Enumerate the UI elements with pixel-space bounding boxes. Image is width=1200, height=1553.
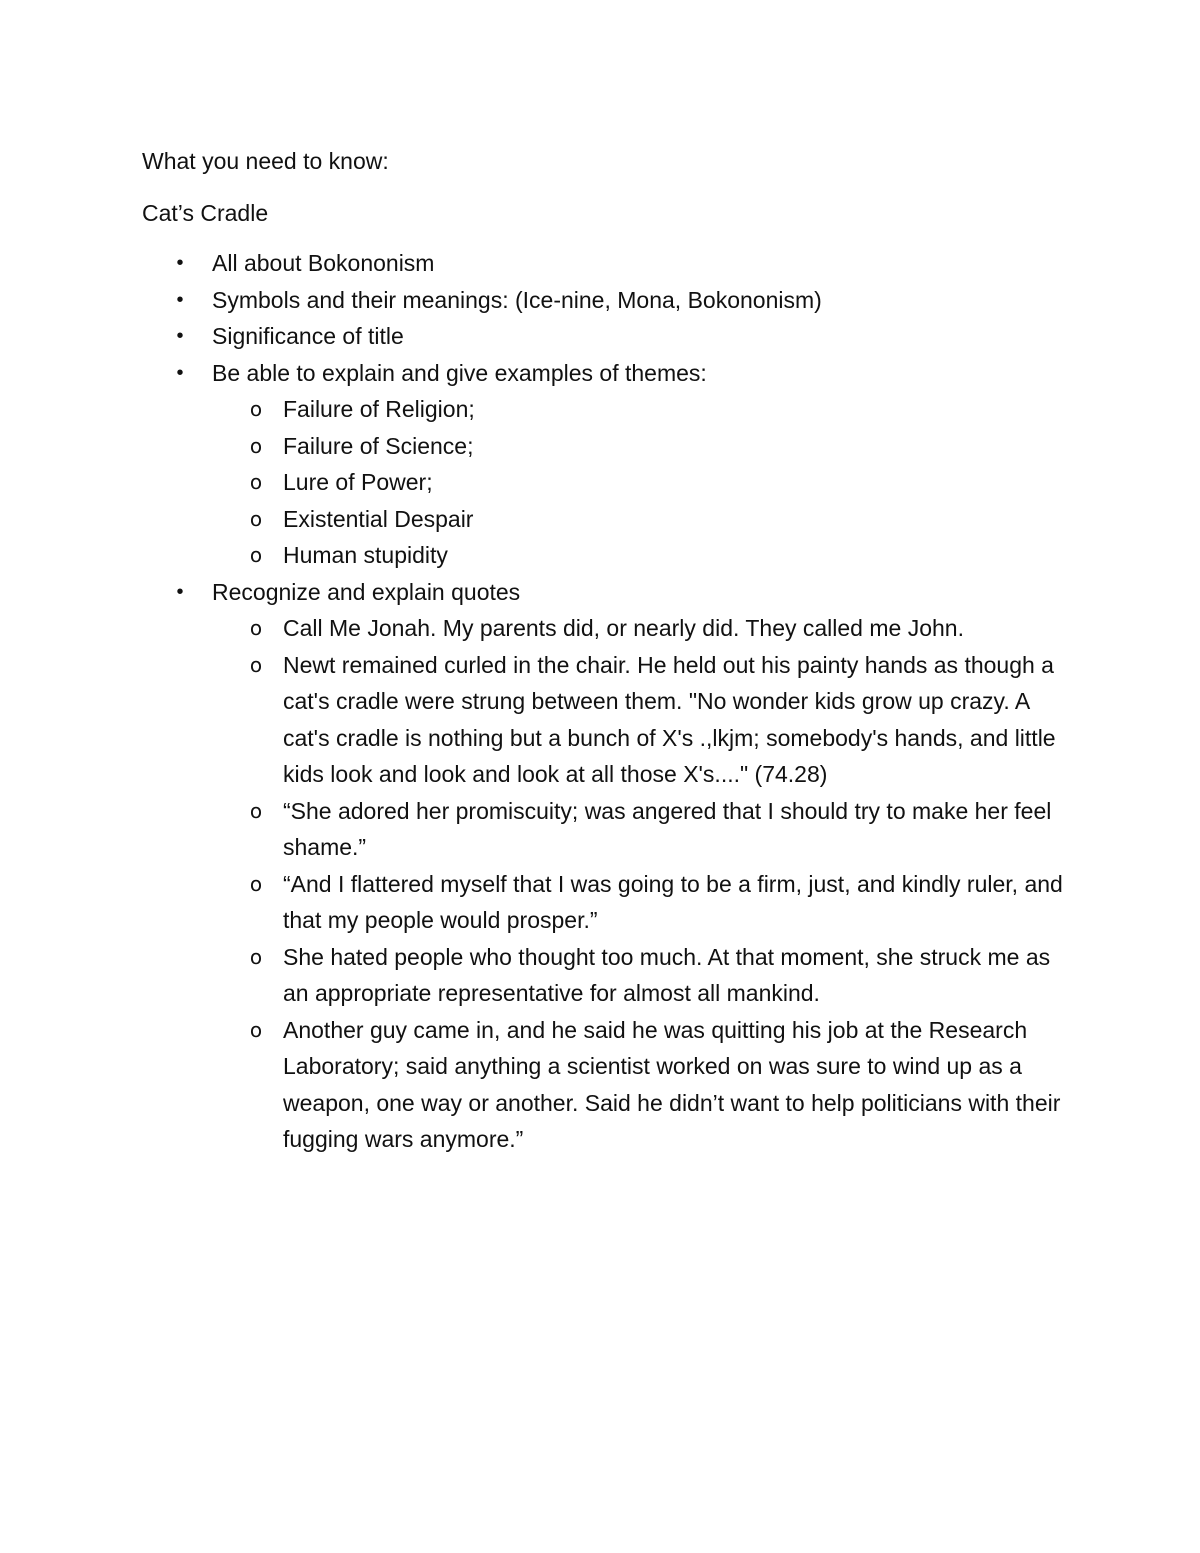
bullet-icon: • xyxy=(176,325,184,347)
list-item-label: All about Bokononism xyxy=(212,250,435,276)
circle-bullet-icon: o xyxy=(249,871,263,896)
bullet-icon: • xyxy=(176,252,184,274)
list-item-label: Recognize and explain quotes xyxy=(212,578,521,605)
circle-bullet-icon: o xyxy=(249,798,263,823)
bullet-icon: • xyxy=(176,580,184,603)
quotes-sublist xyxy=(212,610,1072,1158)
quote-text: “She adored her promiscuity; was angered that I should try to make her feel shame.” xyxy=(283,797,1052,860)
theme-label: Lure of Power; xyxy=(283,469,433,495)
theme-label: Existential Despair xyxy=(283,505,474,532)
book-title: Cat’s Cradle xyxy=(142,199,269,226)
sublist-item xyxy=(142,610,1072,647)
theme-label: Failure of Science; xyxy=(283,432,474,459)
list-item xyxy=(142,574,1072,1158)
sublist-item xyxy=(142,793,1072,866)
sublist-item xyxy=(142,1012,1072,1158)
sublist-item xyxy=(142,537,1072,574)
list-item xyxy=(142,282,1072,319)
circle-bullet-icon: o xyxy=(249,616,263,640)
list-item xyxy=(142,245,1072,282)
list-item xyxy=(142,318,1072,355)
circle-bullet-icon: o xyxy=(249,1017,263,1042)
bullet-icon: • xyxy=(176,288,184,311)
sublist-item xyxy=(142,939,1072,1012)
page-heading: What you need to know: xyxy=(142,148,389,174)
quote-text: She hated people who thought too much. At that moment, she struck me as an appropriate representative for almost all mankind. xyxy=(283,943,1051,1006)
circle-bullet-icon: o xyxy=(249,470,263,494)
sublist-item xyxy=(142,501,1072,538)
document-content xyxy=(142,143,1072,1158)
circle-bullet-icon: o xyxy=(249,944,263,969)
quote-text: Newt remained curled in the chair. He held out his painty hands as though a cat's cradle were strung between them. "No wonder kids grow up crazy. A cat's cradle is nothing but a bunch of X's .,lkjm; somebody's hands, and little kids look and look and look at all those X's...." (74.28) xyxy=(283,651,1056,787)
list-item xyxy=(142,355,1072,574)
quote-text: Call Me Jonah. My parents did, or nearly did. They called me John. xyxy=(283,615,964,641)
sublist-item xyxy=(142,647,1072,793)
theme-label: Human stupidity xyxy=(283,542,448,568)
sublist-item xyxy=(142,391,1072,428)
sublist-item xyxy=(142,866,1072,939)
list-item-label: Be able to explain and give examples of themes: xyxy=(212,359,707,386)
circle-bullet-icon: o xyxy=(249,543,263,567)
circle-bullet-icon: o xyxy=(249,397,263,421)
bullet-icon: • xyxy=(176,361,184,384)
quote-text: “And I flattered myself that I was going to be a firm, just, and kindly ruler, and that my people would prosper.” xyxy=(283,870,1063,933)
list-item-label: Significance of title xyxy=(212,323,404,349)
list-item-label: Symbols and their meanings: (Ice-nine, Mona, Bokononism) xyxy=(212,286,822,313)
sublist-item xyxy=(142,428,1072,465)
circle-bullet-icon: o xyxy=(249,506,263,531)
sublist-item xyxy=(142,464,1072,501)
circle-bullet-icon: o xyxy=(249,433,263,458)
circle-bullet-icon: o xyxy=(249,652,263,677)
themes-sublist xyxy=(212,391,1072,574)
theme-label: Failure of Religion; xyxy=(283,396,475,422)
quote-text: Another guy came in, and he said he was quitting his job at the Research Laboratory; said anything a scientist worked on was sure to wind up as a weapon, one way or another. Said he didn’t want to help politicians with their fugging wars anymore.” xyxy=(283,1016,1061,1152)
main-bullet-list xyxy=(142,245,1072,1158)
